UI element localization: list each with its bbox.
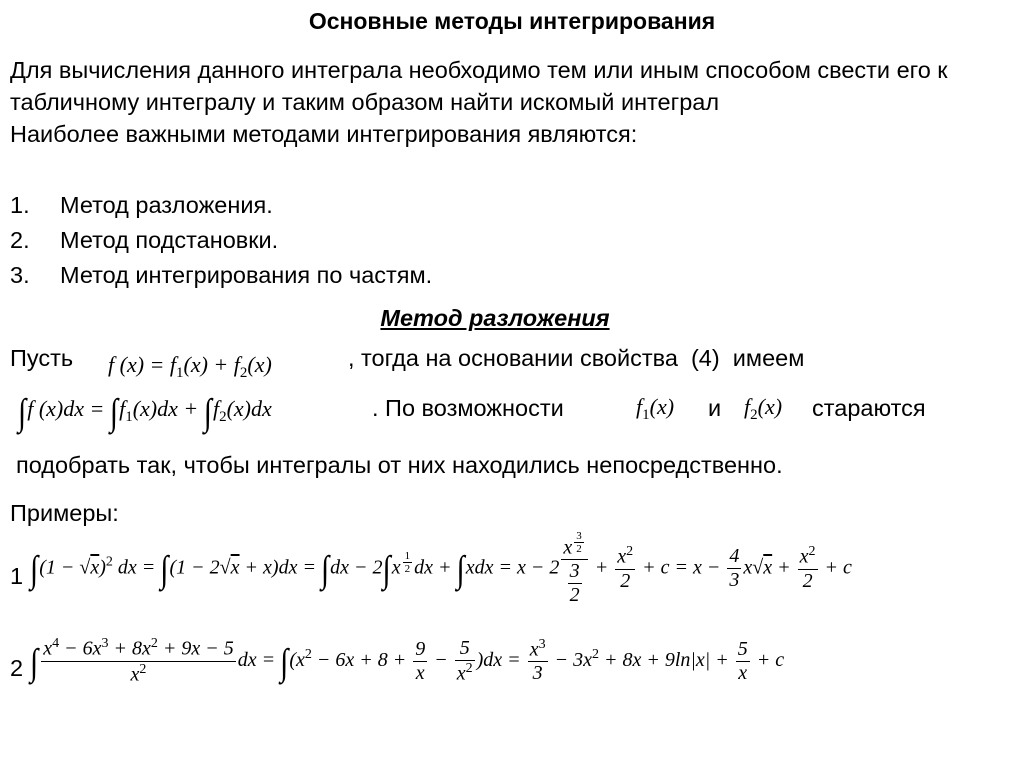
method-item-2 [10, 227, 278, 254]
property-sentence [348, 345, 804, 372]
formula-f1: $f_1(x)$ [636, 394, 675, 423]
method-number: 1. [10, 192, 30, 218]
method-label: Метод интегрирования по частям. [60, 262, 433, 288]
formula-decomposition: f $(x) = f_1(x) + f_2(x)$ [108, 352, 272, 381]
conjunction: и [708, 395, 722, 421]
let-word: Пусть [10, 345, 74, 371]
example-1-label: 1 [10, 563, 24, 589]
formula-f2: $f_2(x)$ [744, 394, 783, 423]
intro-paragraph-1: Для вычисления данного интеграла необходимо тем или иным способом свести его к табличному интегралу и таким образом найти искомый интеграл [10, 57, 948, 115]
example-2-formula: ∫ $\frac{x^4 - 6x^3 + 8x^2 + 9x - 5}{x^2}$ dx = $\int(x^2 - 6x + 8$ + $\frac{9}{x}$ − $\frac{5}{x^2}$ )dx = $\frac{x^3}{3}$ − $3x^2 + 8x + 9\ln|x|$ + $\frac{5}{x}$ + c [30, 636, 785, 686]
method-item-3 [10, 262, 432, 289]
section-title: Метод разложения [380, 305, 610, 331]
try-text: стараются [812, 395, 926, 421]
property-ref: (4) [690, 345, 720, 371]
possibility-text: . По возможности [372, 395, 564, 421]
example-2-label: 2 [10, 655, 24, 681]
choose-text: подобрать так, чтобы интегралы от них находились непосредственно. [16, 452, 783, 478]
property-text-end: имеем [732, 345, 805, 371]
page-title: Основные методы интегрирования [308, 8, 716, 34]
intro-paragraph-2: Наиболее важными методами интегрирования являются: [10, 121, 638, 147]
formula-integral-sum: ∫f $(x)dx = \int f_1(x)dx + \int f_2(x)dx$ [18, 391, 272, 433]
intro-text [10, 54, 1014, 150]
method-number: 2. [10, 227, 30, 253]
method-label: Метод разложения. [60, 192, 273, 218]
method-number: 3. [10, 262, 30, 288]
method-label: Метод подстановки. [60, 227, 279, 253]
property-text: , тогда на основании свойства [348, 345, 678, 371]
examples-heading: Примеры: [10, 500, 119, 526]
method-item-1 [10, 192, 273, 219]
example-1-formula: $\int(1 - √x)^2$ dx = ∫(1 − 2√x + x)dx = ∫dx − 2∫x $^{\frac{1}{2}}$ dx + ∫xdx = x − 2 x $^{\frac{3}{2}}$ $\frac{3}{2}$ + $\frac{x^2}{2}$ + c = x − $\frac{4}{3}$ x√x + $\frac{x^2}{2}$ + c [30, 530, 852, 607]
